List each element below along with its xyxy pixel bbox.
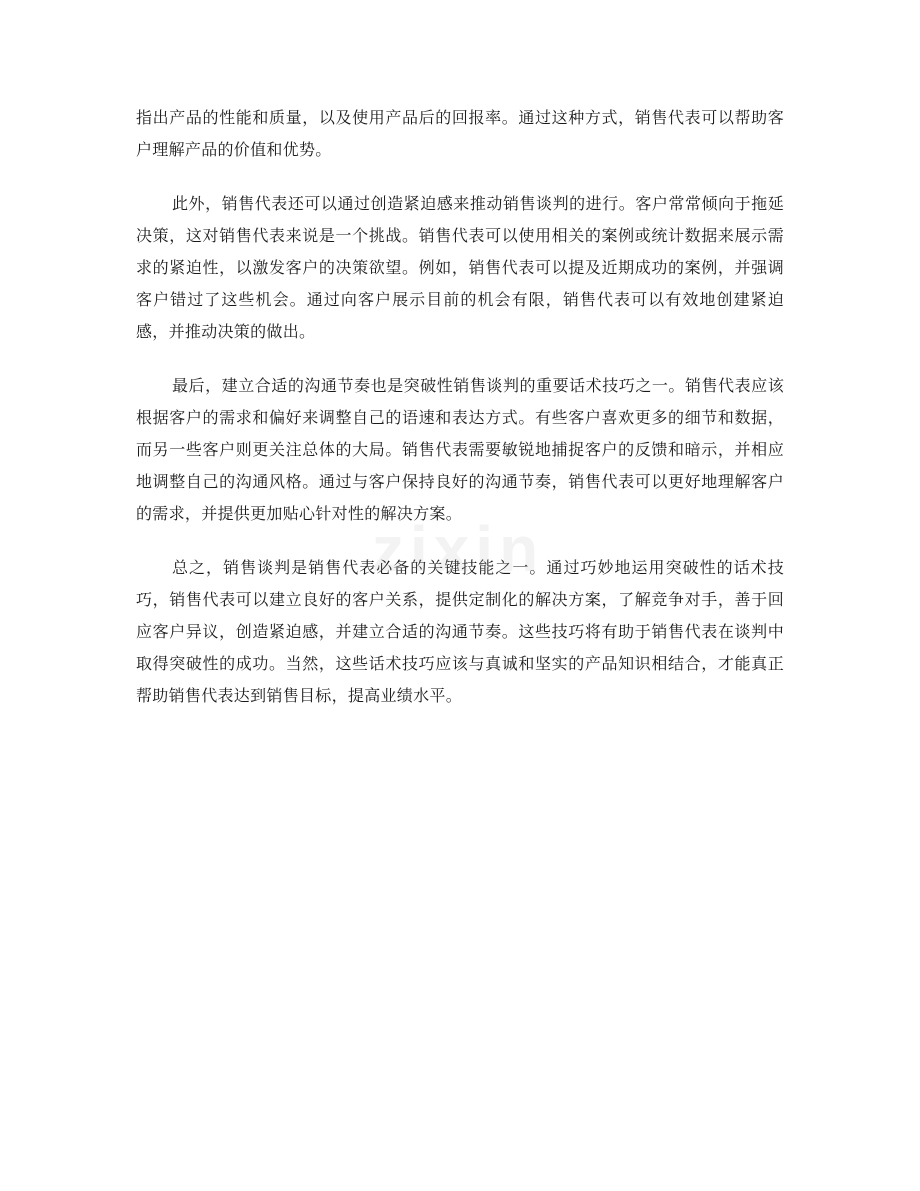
- paragraph-urgency: 此外，销售代表还可以通过创造紧迫感来推动销售谈判的进行。客户常常倾向于拖延决策，这对销售代表来说是一个挑战。销售代表可以使用相关的案例或统计数据来展示需求的紧迫性，以激发客户的决策欲望。例如，销售代表可以提及近期成功的案例，并强调客户错过了这些机会。通过向客户展示目前的机会有限，销售代表可以有效地创建紧迫感，并推动决策的做出。: [136, 194, 784, 341]
- watermark: zixin: [372, 513, 545, 585]
- paragraph-communication-rhythm: 最后，建立合适的沟通节奏也是突破性销售谈判的重要话术技巧之一。销售代表应该根据客户的需求和偏好来调整自己的语速和表达方式。有些客户喜欢更多的细节和数据，而另一些客户则更关注总体的大局。销售代表需要敏锐地捕捉客户的反馈和暗示，并相应地调整自己的沟通风格。通过与客户保持良好的沟通节奏，销售代表可以更好地理解客户的需求，并提供更加贴心针对性的解决方案。: [136, 376, 784, 523]
- paragraph-continuation: 指出产品的性能和质量，以及使用产品后的回报率。通过这种方式，销售代表可以帮助客户理解产品的价值和优势。: [136, 108, 784, 159]
- document-body: [136, 102, 784, 734]
- paragraph-conclusion: 总之，销售谈判是销售代表必备的关键技能之一。通过巧妙地运用突破性的话术技巧，销售代表可以建立良好的客户关系，提供定制化的解决方案，了解竞争对手，善于回应客户异议，创造紧迫感，并建立合适的沟通节奏。这些技巧将有助于销售代表在谈判中取得突破性的成功。当然，这些话术技巧应该与真诚和坚实的产品知识相结合，才能真正帮助销售代表达到销售目标，提高业绩水平。: [136, 558, 784, 705]
